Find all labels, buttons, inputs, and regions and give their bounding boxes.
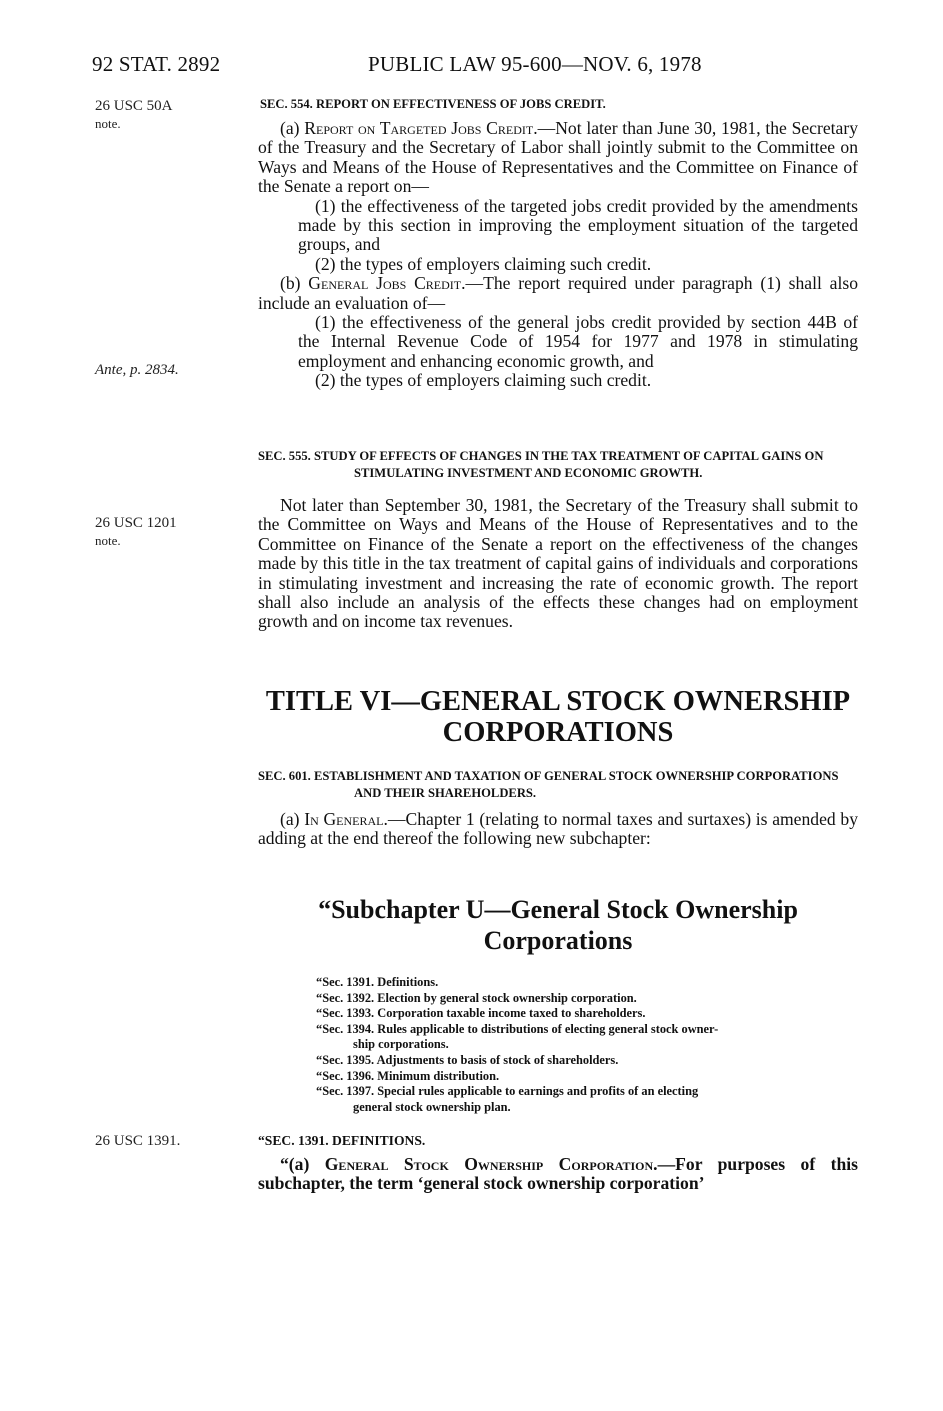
toc-entry: “Sec. 1395. Adjustments to basis of stock of shareholders. <box>316 1052 619 1067</box>
subchapter-toc <box>258 975 858 1115</box>
section-1391 <box>258 1132 858 1194</box>
paragraph-a <box>258 119 858 197</box>
page-stat-number: 92 STAT. 2892 <box>92 52 221 76</box>
section-555-text: Not later than September 30, 1981, the Secretary of the Treasury shall submit to the Committee on Ways and Means of the House of Representatives and to the Committee on Finance of the Senate a report on the effectiveness of the changes made by this title in the tax treatment of capital gains of individuals and corporations in stimulating investment and increasing the rate of economic growth. The report shall also include an analysis of the effects these changes had on employment growth and on income tax revenues. <box>258 495 858 632</box>
toc-entry: ship corporations. <box>353 1037 449 1052</box>
margin-note-text: 26 USC 1201 <box>95 515 177 531</box>
paragraph-b1: (1) the effectiveness of the general jobs credit provided by section 44B of the Internal Revenue Code of 1954 for 1977 and 1978 in stimulating employment and enhancing economic growth, and <box>298 312 858 371</box>
toc-entry: general stock ownership plan. <box>353 1099 511 1114</box>
toc-entry: “Sec. 1391. Definitions. <box>316 975 439 989</box>
margin-note-text: 26 USC 50A <box>95 98 173 114</box>
section-555 <box>258 448 858 632</box>
label: “(a) <box>280 1154 325 1174</box>
margin-note-usc-1201 <box>95 514 177 550</box>
caption: General Stock Ownership Corporation. <box>324 1154 658 1174</box>
label: (a) <box>280 809 305 829</box>
margin-note-usc-50a <box>95 97 173 133</box>
title-line: CORPORATIONS <box>442 717 674 748</box>
caption: In General. <box>304 809 388 829</box>
paragraph-a2: (2) the types of employers claiming such credit. <box>315 253 652 274</box>
margin-note-text: note. <box>95 116 121 131</box>
margin-note-ante: Ante, p. 2834. <box>95 362 179 378</box>
text: —Chapter 1 (relating to normal taxes and surtaxes) is amended by adding at the end thereof the following new subchapter: <box>258 809 858 849</box>
label: (a) <box>280 118 305 138</box>
title-line: TITLE VI—GENERAL STOCK OWNERSHIP <box>265 686 851 717</box>
margin-note-text: note. <box>95 533 121 548</box>
margin-note-usc-1391: 26 USC 1391. <box>95 1133 181 1149</box>
title-vi <box>258 686 858 748</box>
section-heading: SEC. 555. STUDY OF EFFECTS OF CHANGES IN THE TAX TREATMENT OF CAPITAL GAINS ON STIMULATING INVESTMENT AND ECONOMIC GROWTH. <box>258 449 824 480</box>
toc-entry: “Sec. 1393. Corporation taxable income taxed to shareholders. <box>316 1006 646 1021</box>
section-heading: SEC. 601. ESTABLISHMENT AND TAXATION OF GENERAL STOCK OWNERSHIP CORPORATIONS AND THEIR SHAREHOLDERS. <box>258 769 839 800</box>
paragraph-b2: (2) the types of employers claiming such credit. <box>315 370 652 391</box>
subchapter-u-title <box>258 894 858 956</box>
subchapter-line: Corporations <box>483 926 633 955</box>
paragraph-a <box>258 1155 858 1194</box>
toc-entry: “Sec. 1392. Election by general stock ownership corporation. <box>316 990 637 1005</box>
caption: General Jobs Credit. <box>308 273 466 294</box>
text: —The report required under paragraph (1) shall also include an evaluation of— <box>258 273 858 313</box>
paragraph-a1: (1) the effectiveness of the targeted jobs credit provided by the amendments made by this section in improving the employment situation of the targeted groups, and <box>298 195 858 255</box>
section-601 <box>258 768 858 849</box>
section-heading: SEC. 554. REPORT ON EFFECTIVENESS OF JOBS CREDIT. <box>260 97 606 111</box>
text: —Not later than June 30, 1981, the Secretary of the Treasury and the Secretary of Labor shall jointly submit to the Committee on Ways and Means of the House of Representatives and the Committee on Finance of the Senate a report on— <box>258 118 858 197</box>
toc-entry: “Sec. 1396. Minimum distribution. <box>316 1068 500 1083</box>
section-heading: “SEC. 1391. DEFINITIONS. <box>258 1133 426 1148</box>
label: (b) <box>280 273 309 294</box>
toc-entry: “Sec. 1394. Rules applicable to distributions of electing general stock owner- <box>316 1021 719 1036</box>
paragraph-b <box>258 274 858 313</box>
subchapter-line: “Subchapter U—General Stock Ownership <box>318 895 798 924</box>
caption: Report on Targeted Jobs Credit. <box>304 118 538 138</box>
page-header-title: PUBLIC LAW 95-600—NOV. 6, 1978 <box>368 52 702 76</box>
text: —For purposes of this subchapter, the term ‘general stock ownership corporation’ <box>258 1154 858 1194</box>
section-554 <box>258 96 858 391</box>
paragraph-a <box>258 810 858 849</box>
toc-entry: “Sec. 1397. Special rules applicable to earnings and profits of an electing <box>316 1084 699 1099</box>
